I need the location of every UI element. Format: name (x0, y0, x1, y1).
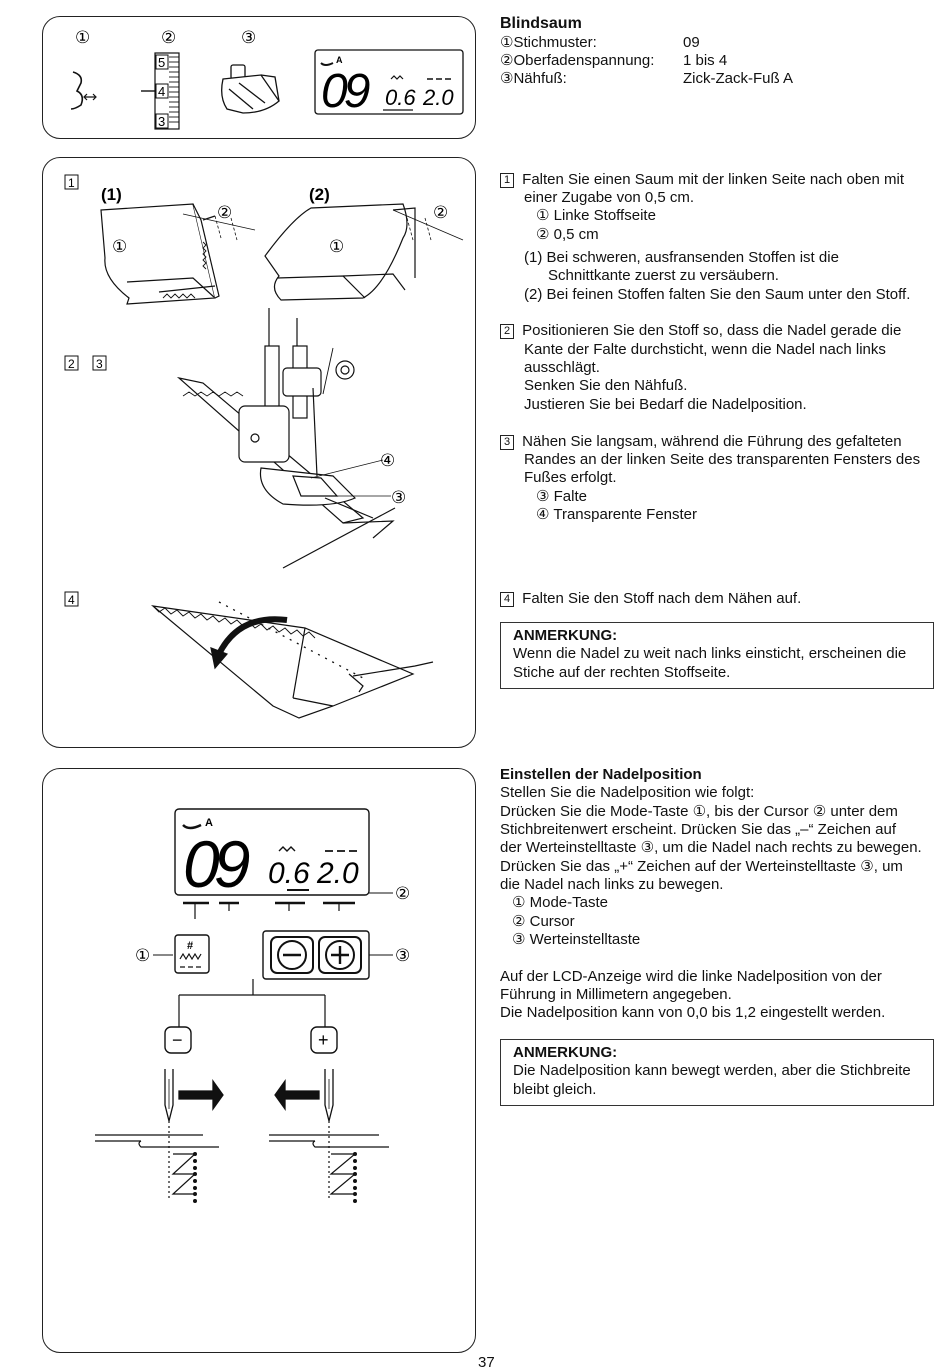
needle-para2-line-1: Auf der LCD-Anzeige wird die linke Nadelposition von der (500, 968, 882, 985)
needle-section-title: Einstellen der Nadelposition (500, 766, 702, 783)
needle-position-figure-panel (42, 768, 476, 1353)
settings-figure (43, 17, 475, 138)
needle-line-1: Stellen Sie die Nadelposition wie folgt: (500, 784, 755, 801)
step-3-text-1: Nähen Sie langsam, während die Führung des gefalteten (522, 433, 902, 450)
tension-number-3: 3 (158, 114, 166, 129)
step-1-number: 1 (500, 173, 514, 188)
plus-symbol-icon (311, 1027, 337, 1053)
legend-cursor: ② Cursor (512, 913, 575, 930)
lcd-length-large: 2.0 (317, 857, 359, 890)
fold-2-marker-1: ① (329, 237, 345, 256)
page-number: 37 (478, 1354, 495, 1371)
setting-row-1 (500, 34, 597, 52)
step-1-text-2: einer Zugabe von 0,5 cm. (524, 189, 695, 206)
step-2-line-1 (500, 322, 901, 340)
svg-text:#: # (187, 940, 194, 952)
step-1-line-1 (500, 171, 904, 189)
step-1-sub-1: ① Linke Stoffseite (536, 207, 656, 224)
fold-variant-1-label: (1) (101, 185, 122, 204)
step-4-text: Falten Sie den Stoff nach dem Nähen auf. (522, 590, 802, 607)
setting-num-3: ③ (500, 70, 514, 87)
step-2-text-5: Justieren Sie bei Bedarf die Nadelposition. (524, 396, 807, 413)
step-2-text-4: Senken Sie den Nähfuß. (524, 377, 688, 394)
fig-step-label-4: 4 (68, 593, 75, 607)
step-2-number: 2 (500, 324, 514, 339)
setting-num-2: ② (500, 52, 514, 69)
cursor-marker-2: ② (395, 884, 411, 903)
stitch-diagram-left (269, 1121, 389, 1203)
lcd-mode-letter-large: A (205, 817, 213, 829)
mode-key-icon (175, 935, 209, 973)
note-1-title: ANMERKUNG: (513, 627, 618, 644)
fig-step-label-3: 3 (96, 357, 103, 371)
note-2-line-2: bleibt gleich. (513, 1080, 597, 1098)
lcd-pattern-large: 09 (183, 827, 245, 901)
steps-figure (43, 158, 475, 747)
step-2-text-1: Positionieren Sie den Stoff so, dass die Nadel gerade die (522, 322, 902, 339)
note-1-line-2: Stiche auf der rechten Stoffseite. (513, 663, 731, 681)
minus-symbol-icon (165, 1027, 191, 1053)
note-box-2 (500, 1039, 934, 1106)
needle-line-4: der Werteinstelltaste ③, um die Nadel nach rechts zu bewegen. (500, 839, 922, 856)
steps-figure-panel (42, 157, 476, 748)
step-1-sub-2: ② 0,5 cm (536, 226, 599, 243)
fold-2-marker-2: ② (433, 203, 449, 222)
step-3-text-3: Fußes erfolgt. (524, 469, 617, 486)
setting-num-1: ① (500, 34, 514, 51)
note-2-title: ANMERKUNG: (513, 1044, 618, 1061)
note-2-line-1: Die Nadelposition kann bewegt werden, aber die Stichbreite (513, 1062, 911, 1080)
fig-marker-1: ① (75, 28, 91, 47)
step-2-text-3: ausschlägt. (524, 359, 600, 376)
lcd-width-small: 0.6 (385, 85, 416, 110)
step-3-sub-1: ③ Falte (536, 488, 587, 505)
needle-para2-line-3: Die Nadelposition kann von 0,0 bis 1,2 eingestellt werden. (500, 1004, 886, 1021)
lcd-length-small: 2.0 (423, 85, 454, 110)
fig-step-label-1: 1 (68, 176, 75, 190)
fig-marker-3: ③ (241, 28, 257, 47)
fig-step-label-2: 2 (68, 357, 75, 371)
step-1-note-2: (2) Bei feinen Stoffen falten Sie den Saum unter den Stoff. (524, 286, 911, 303)
lcd-display-small (315, 50, 463, 118)
presser-foot-icon (222, 65, 279, 113)
needle-position-figure (43, 769, 475, 1352)
foot-marker-3: ③ (391, 488, 407, 507)
sewing-machine-foot-illustration (179, 308, 395, 568)
needle-right-illustration (165, 1069, 223, 1121)
needle-line-5: Drücken Sie das „+“ Zeichen auf der Werteinstelltaste ③, um (500, 858, 903, 875)
stitch-diagram-right (95, 1121, 219, 1203)
fold-variant-2-label: (2) (309, 185, 330, 204)
note-1-line-1: Wenn die Nadel zu weit nach links einsticht, erscheinen die (513, 645, 907, 663)
step-1-text-1: Falten Sie einen Saum mit der linken Seite nach oben mit (522, 171, 905, 188)
settings-figure-panel (42, 16, 476, 139)
setting-row-3 (500, 70, 567, 88)
mode-key-marker-1: ① (135, 946, 151, 965)
setting-value-3: Zick-Zack-Fuß A (683, 70, 794, 87)
fold-1-marker-2: ② (217, 203, 233, 222)
setting-row-2 (500, 52, 654, 70)
step-3-number: 3 (500, 435, 514, 450)
needle-line-2: Drücken Sie die Mode-Taste ①, bis der Cursor ② unter dem (500, 803, 898, 820)
step-1-note-1b: Schnittkante zuerst zu versäubern. (548, 267, 779, 284)
tension-number-4: 4 (158, 84, 166, 99)
step-4-line-1 (500, 590, 801, 608)
setting-value-1: 09 (683, 34, 700, 51)
unfolded-fabric-illustration (153, 602, 433, 718)
step-1-note-1a: (1) Bei schweren, ausfransenden Stoffen ist die (524, 249, 839, 266)
plus-symbol-text: + (318, 1030, 329, 1050)
value-setting-keys (263, 931, 369, 979)
lcd-display-large (175, 809, 369, 901)
legend-mode-key: ① Mode-Taste (512, 894, 608, 911)
foot-marker-4: ④ (380, 451, 396, 470)
setting-label-2: Oberfadenspannung: (513, 52, 655, 69)
needle-para2-line-2: Führung in Millimetern angegeben. (500, 986, 732, 1003)
step-4-number: 4 (500, 592, 514, 607)
setting-value-2: 1 bis 4 (683, 52, 728, 69)
step-2-text-2: Kante der Falte durchsticht, wenn die Nadel nach links (524, 341, 886, 358)
lcd-mode-letter-small: A (336, 55, 343, 65)
tension-number-5: 5 (158, 55, 166, 70)
page-title: Blindsaum (500, 15, 582, 32)
needle-line-6: die Nadel nach links zu bewegen. (500, 876, 724, 893)
fig-marker-2: ② (161, 28, 177, 47)
legend-value-key: ③ Werteinstelltaste (512, 931, 641, 948)
setting-label-3: Nähfuß: (513, 70, 567, 87)
step-3-text-2: Randes an der linken Seite des transparenten Fensters des (524, 451, 921, 468)
blind-stitch-icon (71, 72, 96, 109)
setting-label-1: Stichmuster: (513, 34, 597, 51)
value-key-marker-3: ③ (395, 946, 411, 965)
fold-1-marker-1: ① (112, 237, 128, 256)
lcd-width-large: 0.6 (268, 857, 310, 890)
tension-dial-icon (141, 53, 179, 129)
lcd-pattern-small: 09 (321, 65, 367, 118)
minus-symbol-text: − (172, 1030, 183, 1050)
needle-left-illustration (275, 1069, 333, 1121)
note-box-1 (500, 622, 934, 689)
needle-line-3: Stichbreitenwert erscheint. Drücken Sie das „–“ Zeichen auf (500, 821, 897, 838)
step-3-sub-2: ④ Transparente Fenster (536, 506, 698, 523)
step-3-line-1 (500, 433, 902, 451)
